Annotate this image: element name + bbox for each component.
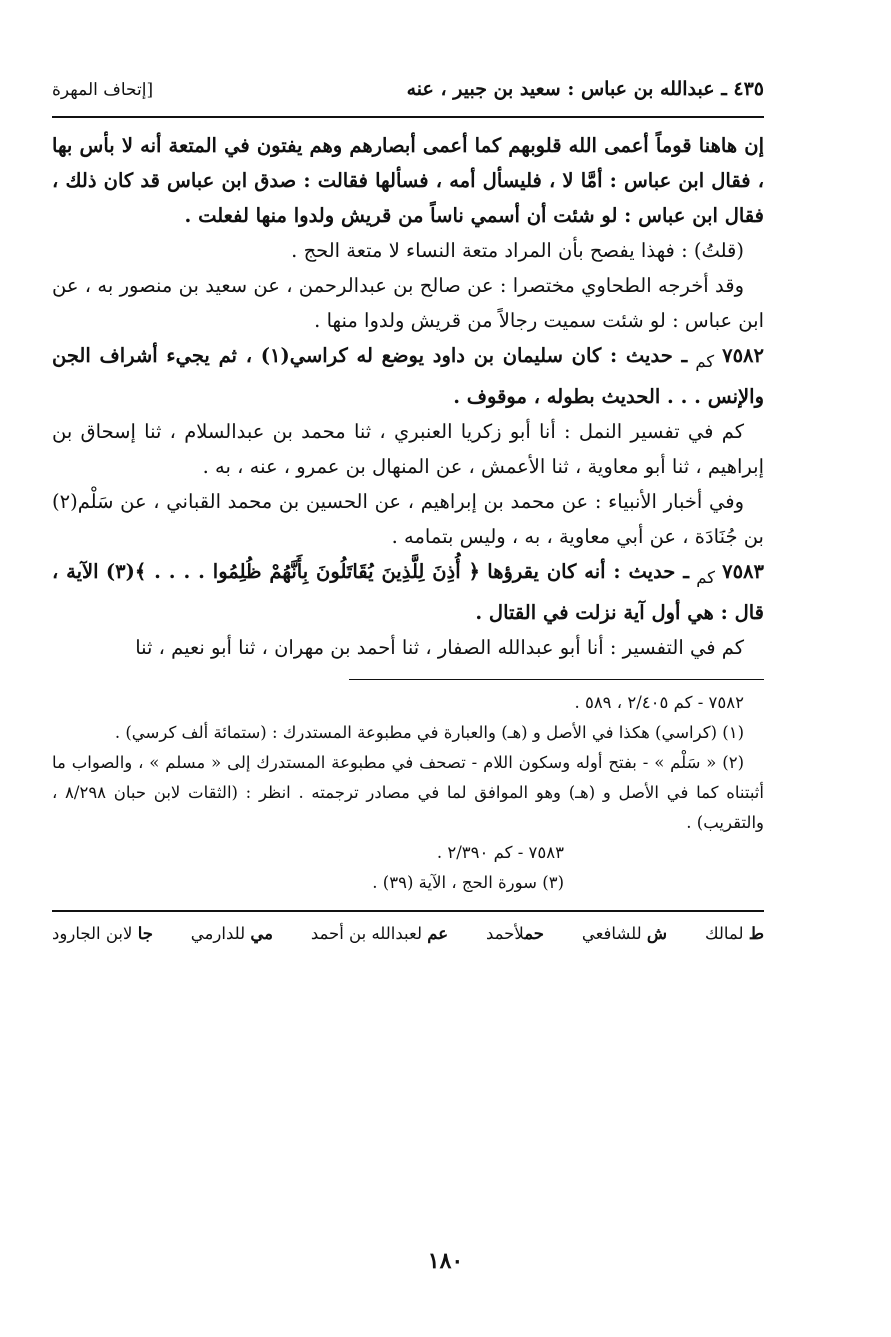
- abbrev-item: حملأحمد: [485, 923, 544, 943]
- footnote-ref-7582: ٧٥٨٢ - كم ٢/٤٠٥ ، ٥٨٩ .: [574, 692, 744, 712]
- footnote-2: (٢) « سَلْم » - بفتح أوله وسكون اللام - تصحف في مطبوعة المستدرك إلى « مسلم » ، والصواب ما أثبتناه كما في الأصل و (هـ) وهو الموافق لما في مصادر ترجمته . انظر : (الثقات لابن حبان ٨/٢٩٨ ، والتقريب) .: [52, 752, 764, 832]
- paragraph-2: (قلتُ) : فهذا يفصح بأن المراد متعة النساء لا متعة الحج .: [291, 239, 744, 262]
- hadith-text: ـ حديث : أنه كان يقرؤها: [487, 559, 689, 583]
- abbrev-item: ط لمالك: [704, 923, 764, 943]
- paragraph-6: كم في التفسير : أنا أبو عبدالله الصفار ، ثنا أحمد بن مهران ، ثنا أبو نعيم ، ثنا: [135, 635, 744, 659]
- main-text: [52, 128, 764, 665]
- abbrev-item: عم لعبدالله بن أحمد: [310, 923, 449, 943]
- page-header: [52, 78, 764, 108]
- page: [52, 78, 764, 948]
- hadith-number: ٧٥٨٢: [722, 344, 764, 367]
- footnote-rule: [349, 679, 764, 680]
- abbreviations-rule: [52, 910, 764, 912]
- source-code: كم: [696, 567, 715, 587]
- hadith-text-cont: الآية ، قال : هي أول آية نزلت في القتال .: [52, 559, 764, 624]
- abbreviations-key: [52, 920, 764, 948]
- paragraph-5: وفي أخبار الأنبياء : عن محمد بن إبراهيم ، عن الحسين بن محمد القباني ، عن سَلْم(٢) بن جُنَادَة ، عن أبي معاوية ، به ، وليس بتمامه .: [52, 489, 764, 548]
- running-title: ٤٣٥ ـ عبدالله بن عباس : سعيد بن جبير ، عنه: [406, 78, 764, 100]
- source-code: كم: [695, 351, 714, 371]
- abbrev-item: ش للشافعي: [581, 923, 668, 943]
- book-title: [إتحاف المهرة: [52, 80, 154, 100]
- paragraph-1: إن هاهنا قوماً أعمى الله قلوبهم كما أعمى أبصارهم وهم يفتون في المتعة أنه لا بأس بها ، فقال ابن عباس : أمَّا لا ، فليسأل أمه ، فسألها فقالت : صدق ابن عباس قد كان ذلك ، فقال ابن عباس : لو شئت أن أسمي ناساً من قريش ولدوا منها لفعلت .: [52, 134, 764, 227]
- footnote-1: (١) (كراسي) هكذا في الأصل و (هـ) والعبارة في مطبوعة المستدرك : (ستمائة ألف كرسي) .: [114, 722, 744, 742]
- abbrev-item: مي للدارمي: [190, 923, 273, 943]
- paragraph-3: وقد أخرجه الطحاوي مختصرا : عن صالح بن عبدالرحمن ، عن سعيد بن منصور به ، عن ابن عباس : لو شئت سميت رجالاً من قريش ولدوا منها .: [52, 274, 764, 332]
- hadith-7582: [52, 338, 764, 414]
- quran-verse: ﴿ أُذِنَ لِلَّذِينَ يُقَاتَلُونَ بِأَنَّهُمْ ظُلِمُوا . . . . ﴾(٣): [105, 559, 480, 583]
- page-number: ١٨٠: [427, 1248, 464, 1274]
- footnote-ref-7583: ٧٥٨٣ - كم ٢/٣٩٠ .: [436, 842, 564, 862]
- footnote-3: (٣) سورة الحج ، الآية (٣٩) .: [372, 872, 564, 892]
- hadith-text: ـ حديث : كان سليمان بن داود يوضع له كراسي(١) ، ثم يجيء أشراف الجن والإنس . . . الحديث بطوله ، موقوف .: [52, 344, 764, 408]
- header-rule: [52, 116, 764, 118]
- paragraph-4: كم في تفسير النمل : أنا أبو زكريا العنبري ، ثنا محمد بن عبدالسلام ، ثنا إسحاق بن إبراهيم ، ثنا أبو معاوية ، ثنا الأعمش ، عن المنهال بن عمرو ، عنه ، به .: [52, 419, 764, 478]
- hadith-number: ٧٥٨٣: [722, 559, 765, 583]
- hadith-7583: [52, 554, 764, 630]
- footnotes: [52, 688, 764, 898]
- abbrev-item: جا لابن الجارود: [52, 923, 153, 943]
